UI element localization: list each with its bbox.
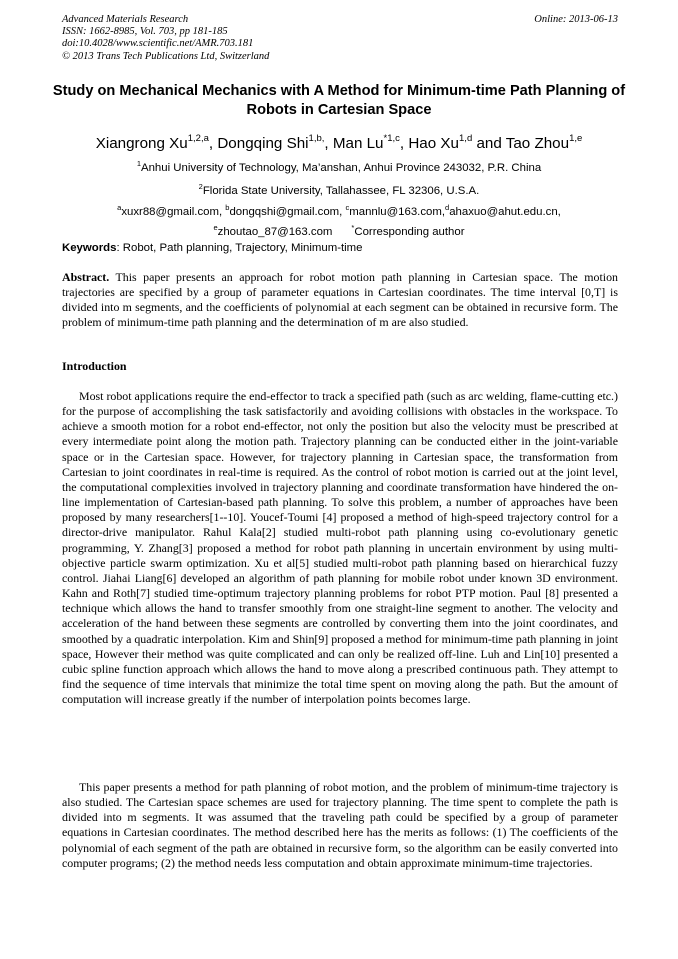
- author-superscript: 1,b,: [308, 133, 325, 144]
- author-separator: ,: [399, 135, 409, 153]
- email-address: zhoutao_87@163.com: [217, 226, 333, 239]
- abstract-text: This paper presents an approach for robot motion path planning in Cartesian space. The motion trajectories are specified by a group of parameter equations in Cartesian coordinates. The time interval [0,T] is divided into m segments, and the coefficients of polynomial at each segment can be obtained in recursive form. The problem of minimum-time path planning and the determination of m are also studied.: [62, 270, 618, 330]
- corresponding-superscript: *: [351, 223, 355, 233]
- author-superscript: 1,d: [459, 133, 473, 144]
- author-separator: ,: [208, 135, 218, 153]
- email-superscript: e: [213, 223, 218, 233]
- email-superscript: b: [225, 203, 230, 212]
- email-address: xuxr88@gmail.com,: [121, 205, 226, 218]
- online-date: Online: 2013-06-13: [534, 14, 618, 25]
- affiliation-text: Florida State University, Tallahassee, FL 32306, U.S.A.: [202, 184, 480, 197]
- author-superscript: 1,e: [569, 133, 583, 144]
- author-separator: ,: [324, 135, 333, 153]
- email-address: dongqshi@gmail.com,: [229, 205, 346, 218]
- author-name: Hao Xu: [408, 135, 460, 153]
- email-line-1: [20, 200, 658, 220]
- author-superscript: 1,2,a: [187, 133, 209, 144]
- author-list: [20, 131, 658, 153]
- keywords-label: Keywords: [62, 242, 117, 254]
- author-emails: [20, 200, 658, 241]
- author-name: Dongqing Shi: [217, 135, 309, 153]
- affiliation-text: Anhui University of Technology, Ma’anshan, Anhui Province 243032, P.R. China: [140, 161, 542, 174]
- affiliation-2: [20, 180, 658, 198]
- section-heading-introduction: Introduction: [62, 359, 127, 373]
- affiliation-superscript: 1: [136, 159, 141, 168]
- issn-line: ISSN: 1662-8985, Vol. 703, pp 181-185: [62, 26, 228, 38]
- affiliation-1: [20, 157, 658, 175]
- abstract-block: [62, 270, 618, 330]
- author-name: Man Lu: [332, 135, 384, 153]
- keywords-text: : Robot, Path planning, Trajectory, Minimum-time: [116, 242, 363, 254]
- keywords-line: [62, 241, 618, 255]
- intro-paragraph-1: Most robot applications require the end-effector to track a specified path (such as arc welding, flame-cutting etc.) for the purpose of accomplishing the task satisfactorily and avoiding collisions with obstacles in the workspace. To achieve a smooth motion for a robot end-effector, not only the position but also the velocity must be prescribed at every intermediate point along the motion path. Trajectory planning can be conducted either in the joint-variable space or in the Cartesian space. However, for trajectory planning in Cartesian space, the transformation from Cartesian to joint coordinates in real-time is required. As the control of robot motion is carried out at the joint level, the computational complexities involved in trajectory planning and coordinate transformation have hindered the on-line implementation of Cartesian-based path planning. To solve this problem, a number of approaches have been proposed by many researchers[1--10]. Youcef-Toumi [4] proposed a method of high-speed trajectory control for a director-drive manipulator. Rahul Kala[2] studied multi-robot path planning using co-evolutionary genetic programming, Y. Zhang[3] proposed a method for robot path planning in uncertain environment by using multi-objective particle swarm optimization. Xu et al[5] studied multi-robot path planning based on hierarchical fuzzy control. Jiahai Liang[6] developed an algorithm of path planning for mobile robot under known 3D environment. Kahn and Roth[7] studied time-optimum trajectory planning problems for robot PTP motion. Paul [8] presented a technique which allows the hand to transfer smoothly from one straight-line segment to another. The velocity and acceleration of the hand between these segments are controlled by converting them into the joint coordinates, and smoothed by a quadratic interpolation. Kim and Shin[9] proposed a method for minimum-time path planning in joint space, However their method was quite complicated and can only be realized off-line. Luh and Lin[10] presented a cubic spline function approach which allows the hand to move along a prescribed continuous path. They attempt to find the sequence of time intervals that minimize the total time spent on moving along the path. But the amount of computation will increase greatly if the number of interpolation points becomes large.: [62, 389, 618, 707]
- journal-name: Advanced Materials Research: [62, 14, 189, 25]
- email-line-2: [20, 220, 658, 240]
- corresponding-author-note: Corresponding author: [354, 226, 465, 239]
- copyright-line: © 2013 Trans Tech Publications Ltd, Switzerland: [62, 50, 270, 62]
- email-address: mannlu@163.com,: [349, 205, 446, 218]
- email-superscript: a: [117, 203, 122, 212]
- author-superscript: *1,c: [383, 133, 400, 144]
- intro-paragraph-2: This paper presents a method for path planning of robot motion, and the problem of minimum-time trajectory is also studied. The Cartesian space schemes are used for trajectory planning. The time spent to complete the path is divided into m segments. It was assumed that the traveling path could be specified by a group of parameter equations in Cartesian coordinates. The method described here has the merits as follows: (1) The coefficients of the polynomial of each segment of the path are obtained in recursive form, so the algorithm can be easily converted into computer programs; (2) the method needs less computation and obtain approximate minimum-time trajectories.: [62, 780, 618, 870]
- email-superscript: d: [445, 203, 450, 212]
- author-name: Tao Zhou: [505, 135, 570, 153]
- doi-line: doi:10.4028/www.scientific.net/AMR.703.181: [62, 38, 254, 50]
- paper-title: Study on Mechanical Mechanics with A Method for Minimum-time Path Planning of Robots in Cartesian Space: [52, 83, 626, 118]
- author-name: Xiangrong Xu: [95, 135, 188, 153]
- email-address: ahaxuo@ahut.edu.cn,: [449, 205, 561, 218]
- author-conjunction: and: [472, 135, 506, 153]
- abstract-label: Abstract.: [62, 270, 110, 284]
- affiliation-superscript: 2: [198, 182, 203, 191]
- email-superscript: c: [345, 203, 350, 212]
- journal-header: [62, 14, 618, 63]
